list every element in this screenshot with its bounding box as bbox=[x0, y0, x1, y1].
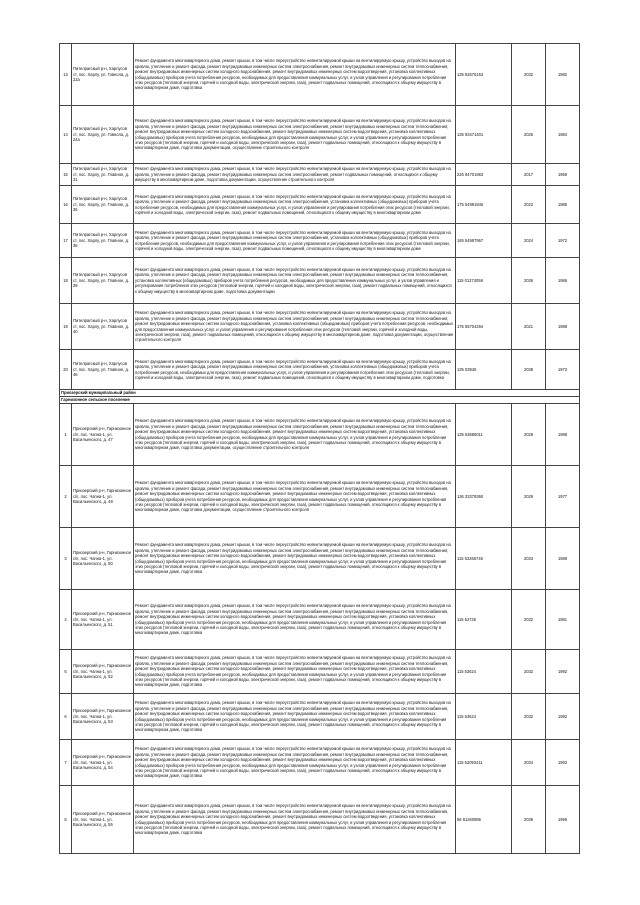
repair-year-cell: 2029 bbox=[512, 466, 546, 528]
build-year-cell: 1993 bbox=[546, 740, 580, 786]
cost-cell: 56 81260886 bbox=[456, 786, 512, 854]
build-year-cell: 1988 bbox=[546, 304, 580, 350]
repair-year-cell: 2032 bbox=[512, 694, 546, 740]
repair-year-cell: 2021 bbox=[512, 304, 546, 350]
row-number-cell: 13 bbox=[60, 44, 72, 106]
works-description-cell: Ремонт фундамента многоквартирного дома, ремонт крыши, в том числе переустройство невентилируемой крыши на вентилируемую крышу, устройство выходов на кровлю, утепление и ремонт фасада, ремонт внутридомовых инженерных систем электроснабжения, ремонт внутридомовых инженерных систем теплоснабжения, установка коллективных (общедомовых) приборов учета потребления ресурсов, необходимых для предоставления коммунальных услуг, и узлов управления и регулирования потребления этих ресурсов (тепловой энергии, горячей и холодной воды, электрической энергии, газа), ремонт подвальных помещений, относящихся к общему имуществу в многоквартирном доме, подготовка документации bbox=[134, 258, 456, 304]
row-number-cell: 14 bbox=[60, 106, 72, 164]
build-year-cell: 1972 bbox=[546, 224, 580, 258]
address-cell: Приозерский р-н, Гарнизонное с/п, пос. Чапна-1, ул. Васильенского, д. 47 bbox=[72, 404, 134, 466]
address-cell: Приозерский р-н, Гарнизонное с/п, пос. Чапна-1, ул. Васильенского, д. 54 bbox=[72, 740, 134, 786]
repair-year-cell: 2039 bbox=[512, 786, 546, 854]
build-year-cell: 1982 bbox=[546, 44, 580, 106]
build-year-cell: 1977 bbox=[546, 466, 580, 528]
cost-cell: 135 52676153 bbox=[456, 44, 512, 106]
table-row bbox=[60, 186, 580, 224]
repair-year-cell: 2026 bbox=[512, 106, 546, 164]
cost-cell: 175 54991946 bbox=[456, 186, 512, 224]
works-description-cell: Ремонт фундамента многоквартирного дома, ремонт крыши, в том числе переустройство невентилируемой крыши на вентилируемую крышу, устройство выходов на кровлю, утепление и ремонт фасада, ремонт внутридомовых инженерных систем электроснабжения, ремонт внутридомовых инженерных систем теплоснабжения, ремонт внутридомовых инженерных систем холодного водоснабжения, ремонт внутридомовых инженерных систем водоотведения, установка коллективных (общедомовых) приборов учета потребления ресурсов, необходимых для предоставления коммунальных услуг, и узлов управления и регулирования потребления этих ресурсов (тепловой энергии, горячей и холодной воды, электрической энергии, газа), ремонт подвальных помещений, относящихся к общему имуществу в многоквартирном доме, подготовка документации, осуществление строительного контроля bbox=[134, 106, 456, 164]
row-number-cell: 3 bbox=[60, 528, 72, 590]
build-year-cell: 1992 bbox=[546, 650, 580, 694]
row-number-cell: 17 bbox=[60, 224, 72, 258]
address-cell: Пителрагскый р-н, Харлусов ст, пос. Харлу, ул. Главное, д. 38 bbox=[72, 224, 134, 258]
section-title: Гарнизонное сельское поселение bbox=[60, 397, 580, 404]
works-description-cell: Ремонт фундамента многоквартирного дома, ремонт крыши, в том числе переустройство невентилируемой крыши на вентилируемую крышу, устройство выходов на кровлю, утепление и ремонт фасада, ремонт внутридомовых инженерных систем электроснабжения, ремонт подвальных помещений, относящихся к общему имуществу в многоквартирном доме, подготовка документации, осуществление строительного контроля bbox=[134, 164, 456, 186]
address-cell: Пителрагскый р-н, Харлусов ст, пос. Харлу, ул. Говнола, д. 24а bbox=[72, 106, 134, 164]
address-cell: Приозерский р-н, Гарнизонное с/п, пос. Чапна-1, ул. Васильенского, д. 53 bbox=[72, 694, 134, 740]
works-description-cell: Ремонт фундамента многоквартирного дома, ремонт крыши, в том числе переустройство невентилируемой крыши на вентилируемую крышу, устройство выходов на кровлю, утепление и ремонт фасада, ремонт внутридомовых инженерных систем электроснабжения, ремонт внутридомовых инженерных систем теплоснабжения, ремонт внутридомовых инженерных систем холодного водоснабжения, ремонт внутридомовых инженерных систем водоотведения, установка коллективных (общедомовых) приборов учета потребления ресурсов, необходимых для предоставления коммунальных услуг, и узлов управления и регулирования потребления этих ресурсов (тепловой энергии, горячей и холодной воды, электрической энергии, газа), ремонт подвальных помещений, относящихся к общему имуществу в многоквартирном доме, подготовка bbox=[134, 590, 456, 650]
cost-cell: 226 84701963 bbox=[456, 164, 512, 186]
build-year-cell: 1988 bbox=[546, 404, 580, 466]
section-row bbox=[60, 397, 580, 404]
works-description-cell: Ремонт фундамента многоквартирного дома, ремонт крыши, в том числе переустройство невентилируемой крыши на вентилируемую крышу, устройство выходов на кровлю, утепление и ремонт фасада, ремонт внутридомовых инженерных систем электроснабжения, ремонт внутридомовых инженерных систем теплоснабжения, ремонт внутридомовых инженерных систем холодного водоснабжения, ремонт внутридомовых инженерных систем водоотведения, установка коллективных (общедомовых) приборов учета потребления ресурсов, необходимых для предоставления коммунальных услуг, и узлов управления и регулирования потребления этих ресурсов (тепловой энергии, горячей и холодной воды, электрической энергии, газа), ремонт подвальных помещений, относящихся к общему имуществу в многоквартирном доме, подготовка документации, осуществление строительного контроля bbox=[134, 466, 456, 528]
cost-cell: 175 55704294 bbox=[456, 304, 512, 350]
table-row bbox=[60, 590, 580, 650]
address-cell: Пителрагскый р-н, Харлусов ст, пос. Харлу, ул. Главное, д. 39 bbox=[72, 258, 134, 304]
row-number-cell: 2 bbox=[60, 466, 72, 528]
table-row bbox=[60, 224, 580, 258]
build-year-cell: 1989 bbox=[546, 528, 580, 590]
table-row bbox=[60, 404, 580, 466]
repair-year-cell: 2033 bbox=[512, 528, 546, 590]
table-row bbox=[60, 258, 580, 304]
table-row bbox=[60, 740, 580, 786]
build-year-cell: 1959 bbox=[546, 164, 580, 186]
repair-year-cell: 2028 bbox=[512, 404, 546, 466]
section-title: Приозерский муниципальный район bbox=[60, 390, 580, 397]
table-row bbox=[60, 528, 580, 590]
address-cell: Приозерский р-н, Гарнизонное с/п, пос. Чапна-1, ул. Васильенского, д. 48 bbox=[72, 466, 134, 528]
table-row bbox=[60, 350, 580, 390]
table-row bbox=[60, 694, 580, 740]
repair-year-cell: 2017 bbox=[512, 164, 546, 186]
build-year-cell: 1984 bbox=[546, 106, 580, 164]
row-number-cell: 6 bbox=[60, 694, 72, 740]
address-cell: Пителрагскый р-н, Харлусов ст, пос. Харлу, ул. Главное, д. 40 bbox=[72, 304, 134, 350]
repair-year-cell: 2022 bbox=[512, 186, 546, 224]
table-body bbox=[60, 44, 580, 854]
repair-year-cell: 2038 bbox=[512, 350, 546, 390]
section-row bbox=[60, 390, 580, 397]
works-description-cell: Ремонт фундамента многоквартирного дома, ремонт крыши, в том числе переустройство невентилируемой крыши на вентилируемую крышу, устройство выходов на кровлю, утепление и ремонт фасада, ремонт внутридомовых инженерных систем электроснабжения, ремонт внутридомовых инженерных систем теплоснабжения, ремонт внутридомовых инженерных систем холодного водоснабжения, ремонт внутридомовых инженерных систем водоотведения, установка коллективных (общедомовых) приборов учета потребления ресурсов, необходимых для предоставления коммунальных услуг, и узлов управления и регулирования потребления этих ресурсов (тепловой энергии, горячей и холодной воды, электрической энергии, газа), ремонт подвальных помещений, относящихся к общему имуществу в многоквартирном доме, подготовка bbox=[134, 740, 456, 786]
table-row bbox=[60, 106, 580, 164]
address-cell: Пителрагскый р-н, Харлусов ст, пос. Харлу, ул. Говнола, д. 22а bbox=[72, 44, 134, 106]
works-description-cell: Ремонт фундамента многоквартирного дома, ремонт крыши, в том числе переустройство невентилируемой крыши на вентилируемую крышу, устройство выходов на кровлю, утепление и ремонт фасада, ремонт внутридомовых инженерных систем электроснабжения, ремонт внутридомовых инженерных систем теплоснабжения, ремонт внутридомовых инженерных систем холодного водоснабжения, ремонт внутридомовых инженерных систем водоотведения, установка коллективных (общедомовых) приборов учета потребления ресурсов, необходимых для предоставления коммунальных услуг, и узлов управления и регулирования потребления этих ресурсов (тепловой энергии, горячей и холодной воды, электрической энергии, газа), ремонт подвальных помещений, относящихся к общему имуществу в многоквартирном доме, подготовка документации, осуществление строительного контроля bbox=[134, 404, 456, 466]
works-description-cell: Ремонт фундамента многоквартирного дома, ремонт крыши, в том числе переустройство невентилируемой крыши на вентилируемую крышу, устройство выходов на кровлю, утепление и ремонт фасада, ремонт внутридомовых инженерных систем электроснабжения, установка коллективных (общедомовых) приборов учета потребления ресурсов, необходимых для предоставления коммунальных услуг, и узлов управления и регулирования потребления этих ресурсов (тепловой энергии, горячей и холодной воды, электрической энергии, газа), ремонт подвальных помещений, относящихся к общему имуществу в многоквартирном доме, подготовка bbox=[134, 350, 456, 390]
repair-year-cell: 2032 bbox=[512, 650, 546, 694]
cost-cell: 115 53266746 bbox=[456, 528, 512, 590]
row-number-cell: 5 bbox=[60, 650, 72, 694]
address-cell: Пителрагскый р-н, Харлусов ст, пос. Харлу, ул. Главное, д. 31 bbox=[72, 164, 134, 186]
address-cell: Приозерский р-н, Гарнизонное с/п, пос. Чапна-1, ул. Васильенского, д. 51 bbox=[72, 590, 134, 650]
cost-cell: 165 54987967 bbox=[456, 224, 512, 258]
row-number-cell: 8 bbox=[60, 786, 72, 854]
address-cell: Приозерский р-н, Гарнизонное с/п, пос. Чапна-1, ул. Васильенского, д. 55 bbox=[72, 786, 134, 854]
table-row bbox=[60, 650, 580, 694]
row-number-cell: 19 bbox=[60, 304, 72, 350]
works-description-cell: Ремонт фундамента многоквартирного дома, ремонт крыши, в том числе переустройство невентилируемой крыши на вентилируемую крышу, устройство выходов на кровлю, утепление и ремонт фасада, ремонт внутридомовых инженерных систем электроснабжения, установка коллективных (общедомовых) приборов учета потребления ресурсов, необходимых для предоставления коммунальных услуг, и узлов управления и регулирования потребления этих ресурсов (тепловой энергии, горячей и холодной воды, электрической энергии, газа), ремонт подвальных помещений, относящихся к общему имуществу в многоквартирном доме bbox=[134, 186, 456, 224]
table-row bbox=[60, 304, 580, 350]
table-row bbox=[60, 466, 580, 528]
cost-cell: 115 53624 bbox=[456, 650, 512, 694]
table-row bbox=[60, 164, 580, 186]
repair-year-cell: 2024 bbox=[512, 224, 546, 258]
works-description-cell: Ремонт фундамента многоквартирного дома, ремонт крыши, в том числе переустройство невентилируемой крыши на вентилируемую крышу, устройство выходов на кровлю, утепление и ремонт фасада, ремонт внутридомовых инженерных систем электроснабжения, ремонт внутридомовых инженерных систем теплоснабжения, ремонт внутридомовых инженерных систем холодного водоснабжения, ремонт внутридомовых инженерных систем водоотведения, установка коллективных (общедомовых) приборов учета потребления ресурсов, необходимых для предоставления коммунальных услуг, и узлов управления и регулирования потребления этих ресурсов (тепловой энергии, горячей и холодной воды, электрической энергии, газа), ремонт подвальных помещений, относящихся к общему имуществу в многоквартирном доме, подготовка bbox=[134, 694, 456, 740]
row-number-cell: 7 bbox=[60, 740, 72, 786]
build-year-cell: 1992 bbox=[546, 694, 580, 740]
cost-cell: 115 52093411 bbox=[456, 740, 512, 786]
row-number-cell: 18 bbox=[60, 258, 72, 304]
repair-year-cell: 2036 bbox=[512, 258, 546, 304]
build-year-cell: 1996 bbox=[546, 786, 580, 854]
build-year-cell: 1986 bbox=[546, 258, 580, 304]
cost-cell: 135 53686011 bbox=[456, 404, 512, 466]
cost-cell: 115 52726 bbox=[456, 590, 512, 650]
works-description-cell: Ремонт фундамента многоквартирного дома, ремонт крыши, в том числе переустройство невентилируемой крыши на вентилируемую крышу, устройство выходов на кровлю, утепление и ремонт фасада, ремонт внутридомовых инженерных систем электроснабжения, ремонт внутридомовых инженерных систем теплоснабжения, ремонт внутридомовых инженерных систем холодного водоснабжения, установка коллективных (общедомовых) приборов учета потребления ресурсов, необходимых для предоставления коммунальных услуг, и узлов управления и регулирования потребления этих ресурсов (тепловой энергии, горячей и холодной воды, электрической энергии, газа), ремонт подвальных помещений, относящихся к общему имуществу в многоквартирном доме, подготовка документации, осуществление строительного контроля bbox=[134, 304, 456, 350]
works-description-cell: Ремонт фундамента многоквартирного дома, ремонт крыши, в том числе переустройство невентилируемой крыши на вентилируемую крышу, устройство выходов на кровлю, утепление и ремонт фасада, ремонт внутридомовых инженерных систем электроснабжения, ремонт внутридомовых инженерных систем теплоснабжения, ремонт внутридомовых инженерных систем холодного водоснабжения, ремонт внутридомовых инженерных систем водоотведения, установка коллективных (общедомовых) приборов учета потребления ресурсов, необходимых для предоставления коммунальных услуг, и узлов управления и регулирования потребления этих ресурсов (тепловой энергии, горячей и холодной воды, электрической энергии, газа), ремонт подвальных помещений, относящихся к общему имуществу в многоквартирном доме, подготовка bbox=[134, 44, 456, 106]
works-description-cell: Ремонт фундамента многоквартирного дома, ремонт крыши, в том числе переустройство невентилируемой крыши на вентилируемую крышу, устройство выходов на кровлю, утепление и ремонт фасада, ремонт внутридомовых инженерных систем электроснабжения, ремонт внутридомовых инженерных систем теплоснабжения, ремонт внутридомовых инженерных систем холодного водоснабжения, ремонт внутридомовых инженерных систем водоотведения, установка коллективных (общедомовых) приборов учета потребления ресурсов, необходимых для предоставления коммунальных услуг, и узлов управления и регулирования потребления этих ресурсов (тепловой энергии, горячей и холодной воды, электрической энергии, газа), ремонт подвальных помещений, относящихся к общему имуществу в многоквартирном доме, подготовка bbox=[134, 786, 456, 854]
works-description-cell: Ремонт фундамента многоквартирного дома, ремонт крыши, в том числе переустройство невентилируемой крыши на вентилируемую крышу, устройство выходов на кровлю, утепление и ремонт фасада, ремонт внутридомовых инженерных систем электроснабжения, ремонт внутридомовых инженерных систем теплоснабжения, ремонт внутридомовых инженерных систем холодного водоснабжения, ремонт внутридомовых инженерных систем водоотведения, установка коллективных (общедомовых) приборов учета потребления ресурсов, необходимых для предоставления коммунальных услуг, и узлов управления и регулирования потребления этих ресурсов (тепловой энергии, горячей и холодной воды, электрической энергии, газа), ремонт подвальных помещений, относящихся к общему имуществу в многоквартирном доме, подготовка bbox=[134, 650, 456, 694]
works-description-cell: Ремонт фундамента многоквартирного дома, ремонт крыши, в том числе переустройство невентилируемой крыши на вентилируемую крышу, устройство выходов на кровлю, утепление и ремонт фасада, ремонт внутридомовых инженерных систем электроснабжения, ремонт внутридомовых инженерных систем теплоснабжения, ремонт внутридомовых инженерных систем холодного водоснабжения, ремонт внутридомовых инженерных систем водоотведения, установка коллективных (общедомовых) приборов учета потребления ресурсов, необходимых для предоставления коммунальных услуг, и узлов управления и регулирования потребления этих ресурсов (тепловой энергии, горячей и холодной воды, электрической энергии, газа), ремонт подвальных помещений, относящихся к общему имуществу в многоквартирном доме, подготовка bbox=[134, 528, 456, 590]
works-description-cell: Ремонт фундамента многоквартирного дома, ремонт крыши, в том числе переустройство невентилируемой крыши на вентилируемую крышу, устройство выходов на кровлю, утепление и ремонт фасада, ремонт внутридомовых инженерных систем электроснабжения, установка коллективных (общедомовых) приборов учета потребления ресурсов, необходимых для предоставления коммунальных услуг, и узлов управления и регулирования потребления этих ресурсов (тепловой энергии, горячей и холодной воды, электрической энергии, газа), ремонт подвальных помещений, относящихся к общему имуществу в многоквартирном доме bbox=[134, 224, 456, 258]
address-cell: Пителрагскый р-н, Харлусов ст, пос. Харлу, ул. Главное, д. 46 bbox=[72, 350, 134, 390]
row-number-cell: 20 bbox=[60, 350, 72, 390]
row-number-cell: 4 bbox=[60, 590, 72, 650]
repair-year-cell: 2032 bbox=[512, 44, 546, 106]
build-year-cell: 1973 bbox=[546, 350, 580, 390]
cost-cell: 135 03945 bbox=[456, 350, 512, 390]
row-number-cell: 16 bbox=[60, 186, 72, 224]
row-number-cell: 1 bbox=[60, 404, 72, 466]
row-number-cell: 15 bbox=[60, 164, 72, 186]
capital-repair-table bbox=[59, 43, 580, 854]
cost-cell: 135 93471401 bbox=[456, 106, 512, 164]
cost-cell: 115 53624 bbox=[456, 694, 512, 740]
address-cell: Приозерский р-н, Гарнизонное с/п, пос. Чапна-1, ул. Васильенского, д. 52 bbox=[72, 650, 134, 694]
address-cell: Пителрагскый р-н, Харлусов ст, пос. Харлу, ул. Главное, д. 36 bbox=[72, 186, 134, 224]
table-row bbox=[60, 44, 580, 106]
address-cell: Приозерский р-н, Гарнизонное с/п, пос. Чапна-1, ул. Васильенского, д. 50 bbox=[72, 528, 134, 590]
repair-year-cell: 2032 bbox=[512, 590, 546, 650]
cost-cell: 136 33378360 bbox=[456, 466, 512, 528]
repair-year-cell: 2034 bbox=[512, 740, 546, 786]
table-row bbox=[60, 786, 580, 854]
build-year-cell: 1985 bbox=[546, 186, 580, 224]
cost-cell: 115 01274059 bbox=[456, 258, 512, 304]
build-year-cell: 1981 bbox=[546, 590, 580, 650]
